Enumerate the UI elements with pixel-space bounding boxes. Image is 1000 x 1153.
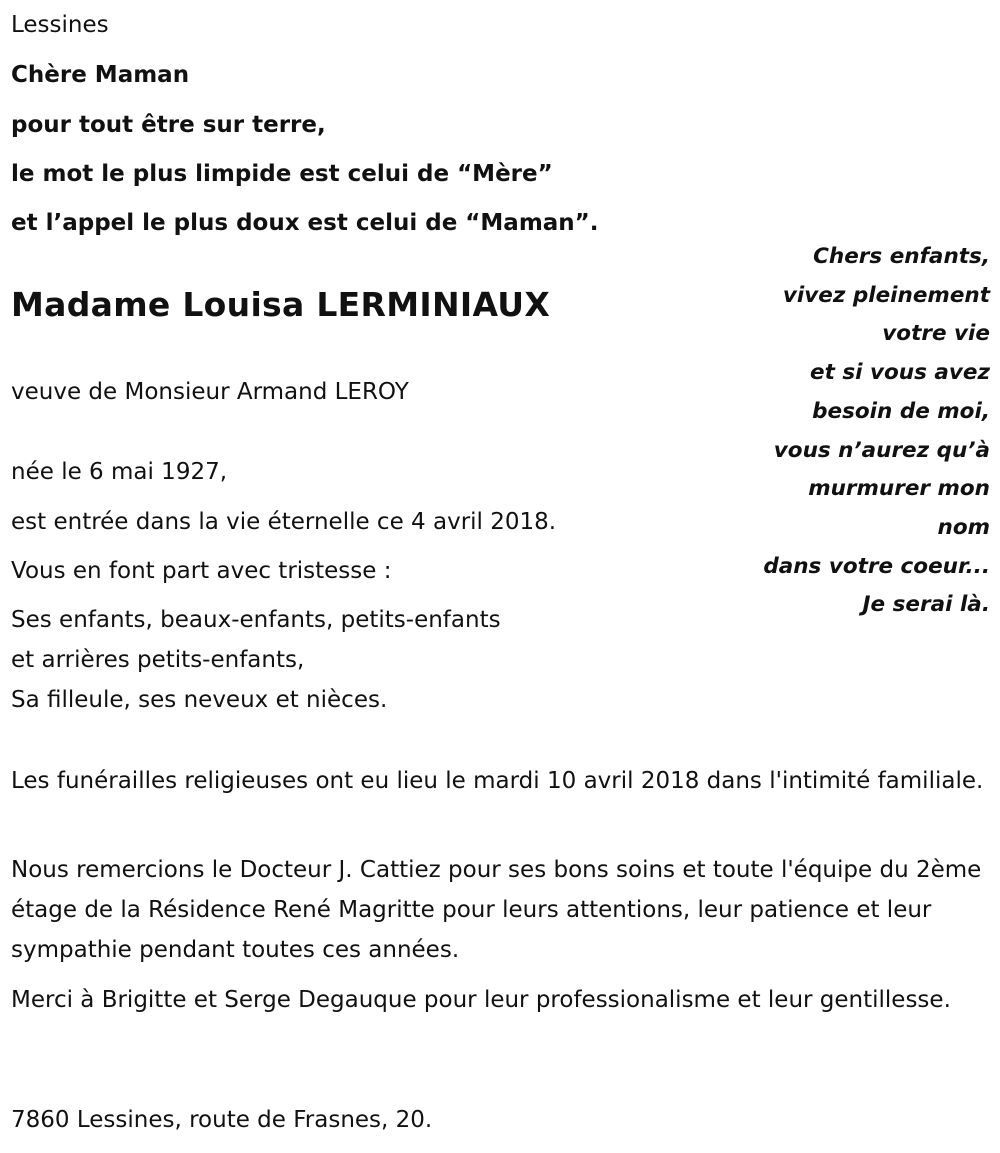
thanks-doctor-paragraph: Nous remercions le Docteur J. Cattiez pour ses bons soins et toute l'équipe du 2ème étage de la Résidence René Magritte pour leurs attentions, leur patience et leur sympathie pendant toutes ces années. [11, 857, 982, 963]
family-line-3: Sa filleule, ses neveux et nièces. [11, 687, 388, 713]
verse-block [763, 238, 990, 625]
announcement-intro: Vous en font part avec tristesse : [11, 558, 392, 584]
poem-line-4: et l’appel le plus doux est celui de “Maman”. [11, 210, 599, 236]
address-line: 7860 Lessines, route de Frasnes, 20. [11, 1107, 433, 1133]
widow-of-line: veuve de Monsieur Armand LEROY [11, 379, 409, 405]
thanks-undertaker-paragraph: Merci à Brigitte et Serge Degauque pour leur professionalisme et leur gentillesse. [11, 987, 951, 1013]
poem-line-3: le mot le plus limpide est celui de “Mère” [11, 161, 553, 187]
location-label: Lessines [11, 12, 109, 38]
verse-line-1: Chers enfants, [813, 244, 990, 269]
poem-line-1: Chère Maman [11, 62, 190, 88]
verse-line-5: besoin de moi, [812, 398, 990, 424]
verse-line-4: et si vous avez [810, 360, 990, 386]
verse-line-10: Je serai là. [862, 592, 990, 618]
funeral-paragraph: Les funérailles religieuses ont eu lieu le mardi 10 avril 2018 dans l'intimité familiale. [11, 768, 984, 794]
deceased-name: Madame Louisa LERMINIAUX [11, 285, 551, 324]
verse-line-6: vous n’aurez qu’à [773, 437, 990, 463]
verse-line-9: dans votre coeur... [763, 553, 990, 579]
birth-date-line: née le 6 mai 1927, [11, 459, 228, 485]
family-line-1: Ses enfants, beaux-enfants, petits-enfants [11, 607, 501, 633]
verse-line-3: votre vie [882, 321, 990, 347]
poem-line-2: pour tout être sur terre, [11, 112, 326, 138]
verse-line-7: murmurer mon [808, 476, 990, 502]
verse-line-8: nom [937, 514, 990, 540]
verse-line-2: vivez pleinement [782, 282, 990, 308]
death-date-line: est entrée dans la vie éternelle ce 4 avril 2018. [11, 509, 557, 535]
family-line-2: et arrières petits-enfants, [11, 647, 305, 673]
